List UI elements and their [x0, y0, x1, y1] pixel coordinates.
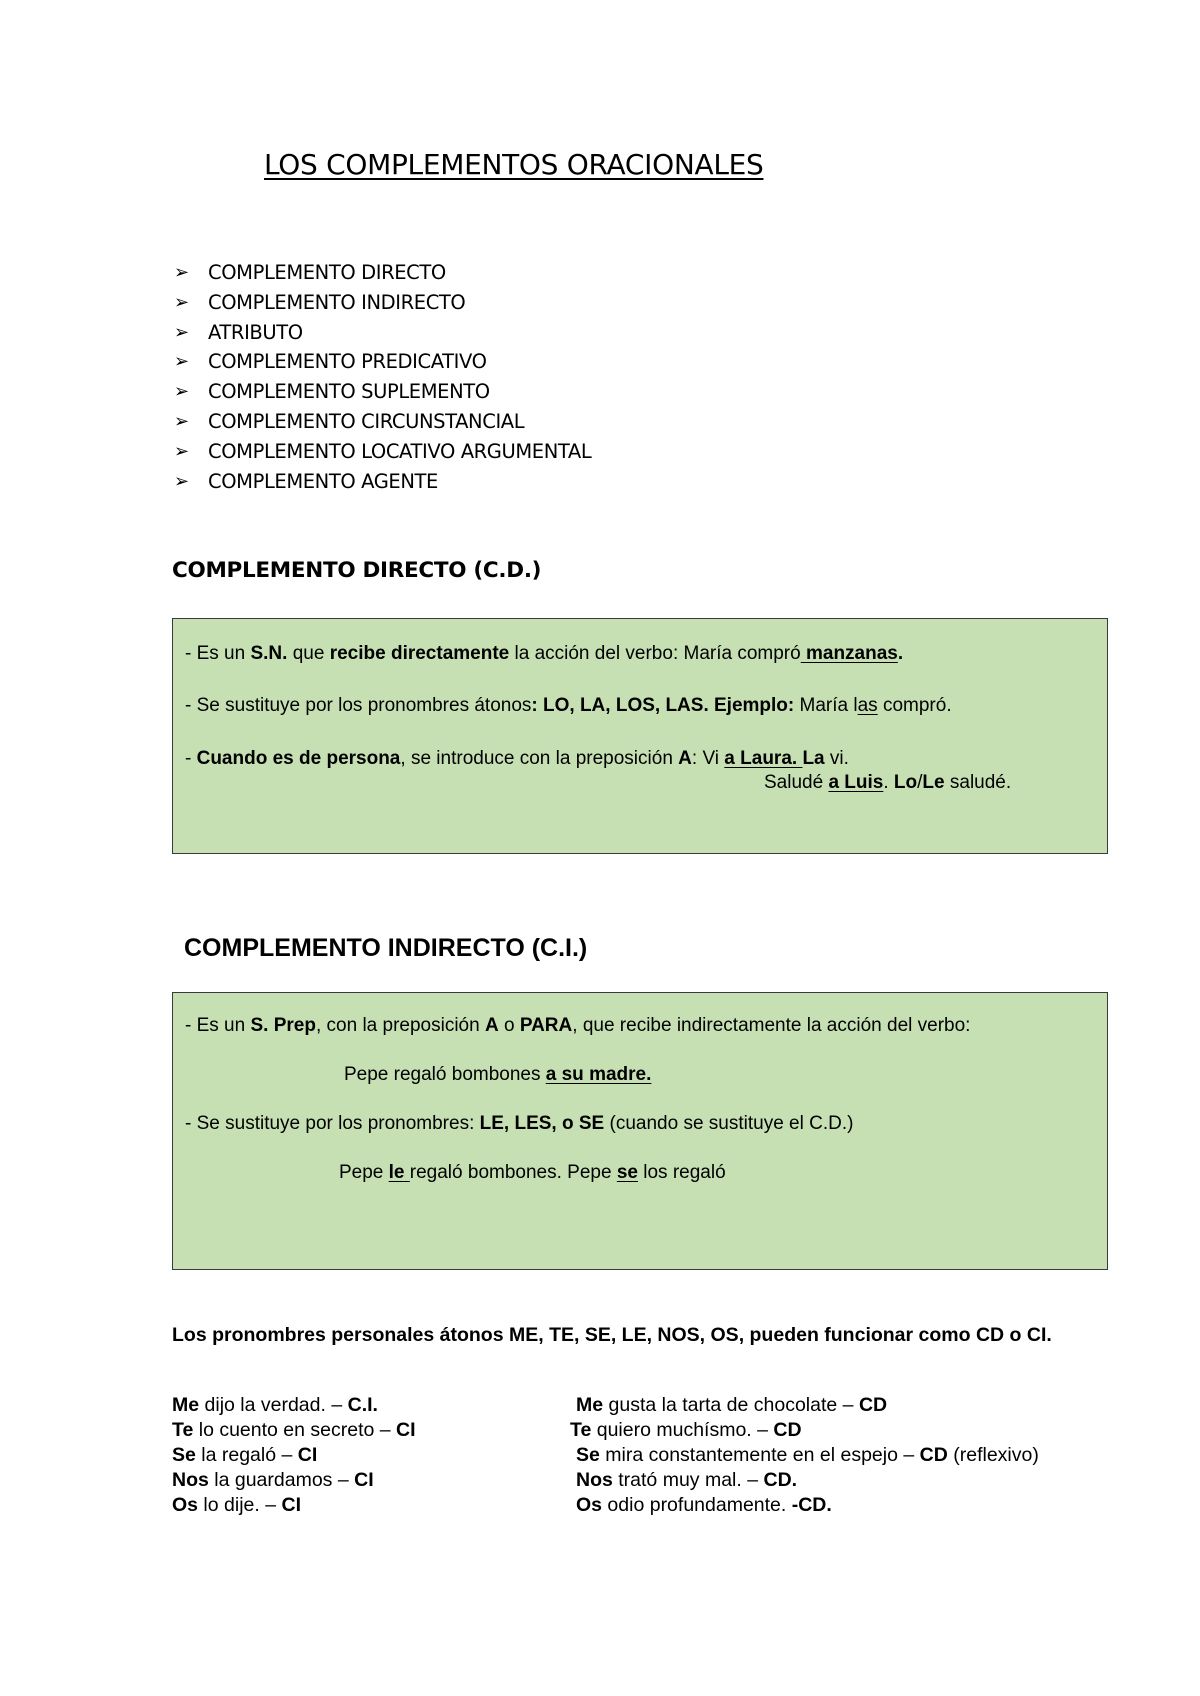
list-item: ➢ COMPLEMENTO CIRCUNSTANCIAL — [174, 407, 591, 437]
cd-person-example-line: Saludé a Luis. Lo/Le saludé. — [764, 772, 1012, 793]
arrowhead-bullet-icon: ➢ — [174, 410, 189, 432]
example-left: Os lo dije. – CI — [172, 1494, 301, 1516]
ci-substitution-line: - Se sustituye por los pronombres: LE, LES, o SE (cuando se sustituye el C.D.) — [185, 1113, 854, 1134]
ci-definition-line: - Es un S. Prep, con la preposición A o PARA, que recibe indirectamente la acción del verbo: — [185, 1015, 971, 1036]
cd-box — [172, 618, 1108, 854]
example-left: Nos la guardamos – CI — [172, 1469, 374, 1491]
example-right: Os odio profundamente. -CD. — [576, 1494, 832, 1516]
ci-example-line: Pepe regaló bombones a su madre. — [344, 1064, 652, 1085]
arrowhead-bullet-icon: ➢ — [174, 291, 189, 313]
list-item: ➢ COMPLEMENTO SUPLEMENTO — [174, 377, 591, 407]
arrowhead-bullet-icon: ➢ — [174, 351, 189, 373]
list-item: ➢ COMPLEMENTO PREDICATIVO — [174, 347, 591, 377]
list-item: ➢ COMPLEMENTO LOCATIVO ARGUMENTAL — [174, 437, 591, 467]
example-left: Me dijo la verdad. – C.I. — [172, 1394, 378, 1416]
cd-heading: COMPLEMENTO DIRECTO (C.D.) — [172, 558, 542, 583]
list-item: ➢ COMPLEMENTO INDIRECTO — [174, 288, 591, 318]
list-item: ➢ COMPLEMENTO AGENTE — [174, 467, 591, 497]
complements-list — [174, 258, 591, 496]
example-right: Te quiero muchísmo. – CD — [570, 1419, 802, 1441]
example-left: Se la regaló – CI — [172, 1444, 318, 1466]
arrowhead-bullet-icon: ➢ — [174, 262, 189, 283]
example-right: Me gusta la tarta de chocolate – CD — [576, 1394, 888, 1416]
ci-box — [172, 992, 1108, 1270]
list-item: ➢ ATRIBUTO — [174, 318, 591, 348]
arrowhead-bullet-icon: ➢ — [174, 381, 189, 403]
example-right: Se mira constantemente en el espejo – CD (reflexivo) — [576, 1444, 1039, 1466]
arrowhead-bullet-icon: ➢ — [174, 440, 189, 462]
ci-heading: COMPLEMENTO INDIRECTO (C.I.) — [184, 934, 588, 962]
cd-substitution-line: - Se sustituye por los pronombres átonos: LO, LA, LOS, LAS. Ejemplo: María las compró. — [185, 695, 952, 716]
arrowhead-bullet-icon: ➢ — [174, 321, 189, 343]
cd-definition-line: - Es un S.N. que recibe directamente la acción del verbo: María compró manzanas. — [185, 643, 904, 664]
arrowhead-bullet-icon: ➢ — [174, 470, 189, 492]
example-right: Nos trató muy mal. – CD. — [576, 1469, 798, 1491]
ci-substitution-example-line: Pepe le regaló bombones. Pepe se los regaló — [339, 1162, 726, 1183]
list-item: ➢ COMPLEMENTO DIRECTO — [174, 258, 591, 288]
example-left: Te lo cuento en secreto – CI — [172, 1419, 416, 1441]
cd-person-line: - Cuando es de persona, se introduce con la preposición A: Vi a Laura. La vi. — [185, 748, 849, 769]
page-title: LOS COMPLEMENTOS ORACIONALES — [264, 148, 764, 181]
pronouns-intro: Los pronombres personales átonos ME, TE, SE, LE, NOS, OS, pueden funcionar como CD o CI. — [172, 1324, 1052, 1346]
